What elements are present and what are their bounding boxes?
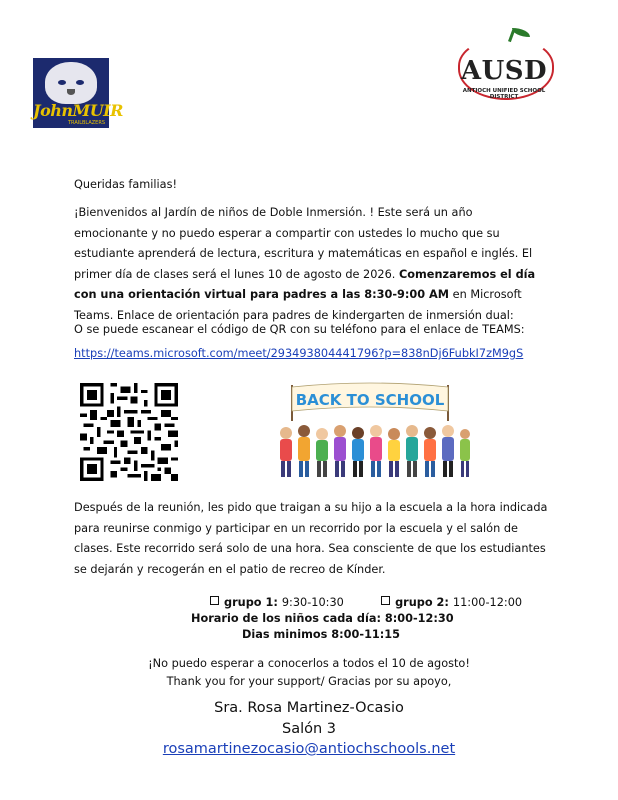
welcome-paragraph: [74, 203, 549, 326]
group2-label: grupo 2:: [395, 596, 449, 609]
leaf-icon: [512, 28, 530, 37]
checkbox-icon: [210, 596, 219, 605]
children-group-icon: [280, 425, 470, 477]
orientation-time: Comenzaremos el día con una orientación virtual para padres a las 8:30-9:00 AM: [74, 267, 536, 301]
welcome-text: ¡Bienvenidos al Jardín de niños de Doble Inmersión. ! Este será un año emocionante y no puedo esperar a compartir con ustedes lo mucho que su estudiante aprenderá de lectura, escritura y matemáticas en español e inglés. El primer día de clases será el lunes 10 de agosto de 2026.: [74, 206, 533, 281]
closing-line: ¡No puedo esperar a conocerlos a todos el 10 de agosto!: [148, 657, 470, 670]
group2-time: 11:00-12:00: [452, 596, 523, 609]
welcome-text-end: en Microsoft Teams. Enlace de orientación para padres de kindergarten de inmersión dual:: [74, 288, 522, 322]
qr-code-image: [80, 383, 178, 481]
ausd-letters: AUSD: [460, 56, 548, 86]
john-muir-logo: [33, 58, 123, 128]
banner-text: BACK TO SCHOOL: [295, 391, 445, 409]
thanks-line: Thank you for your support/ Gracias por su apoyo,: [166, 675, 452, 688]
group-times: [210, 596, 522, 609]
teams-link[interactable]: https://teams.microsoft.com/meet/293493804441796?p=838nDj6FubkI7zM9gS: [74, 347, 524, 360]
room-number: Salón 3: [281, 721, 336, 737]
logo-wordmark: JohnMUIR: [33, 101, 123, 120]
logo-subtitle: TRAILBLAZERS: [68, 120, 105, 126]
greeting: Queridas familias!: [74, 178, 178, 191]
tour-paragraph: Después de la reunión, les pido que traigan a su hijo a la escuela a la hora indicada para reunirse conmigo y participar en un recorrido por la escuela y el salón de clases. Este recorrido será solo de una hora. Sea consciente de que los estudiantes se dejarán y recogerán en el patio de recreo de Kínder.: [74, 501, 548, 576]
checkbox-icon: [381, 596, 390, 605]
teacher-name: Sra. Rosa Martinez-Ocasio: [214, 700, 404, 716]
daily-schedule: Horario de los niños cada día: 8:00-12:30: [191, 612, 454, 625]
group1-label: grupo 1:: [224, 596, 278, 609]
group1-time: 9:30-10:30: [281, 596, 344, 609]
district-name: ANTIOCH UNIFIED SCHOOL DISTRICT: [462, 88, 546, 100]
ausd-logo: [450, 28, 558, 106]
minimum-days: Dias minimos 8:00-11:15: [242, 628, 401, 641]
back-to-school-image: [272, 381, 472, 483]
cougar-mascot-icon: [45, 62, 97, 104]
email-link[interactable]: rosamartinezocasio@antiochschools.net: [162, 741, 456, 757]
qr-instruction: O se puede escanear el código de QR con su teléfono para el enlace de TEAMS:: [74, 323, 525, 336]
